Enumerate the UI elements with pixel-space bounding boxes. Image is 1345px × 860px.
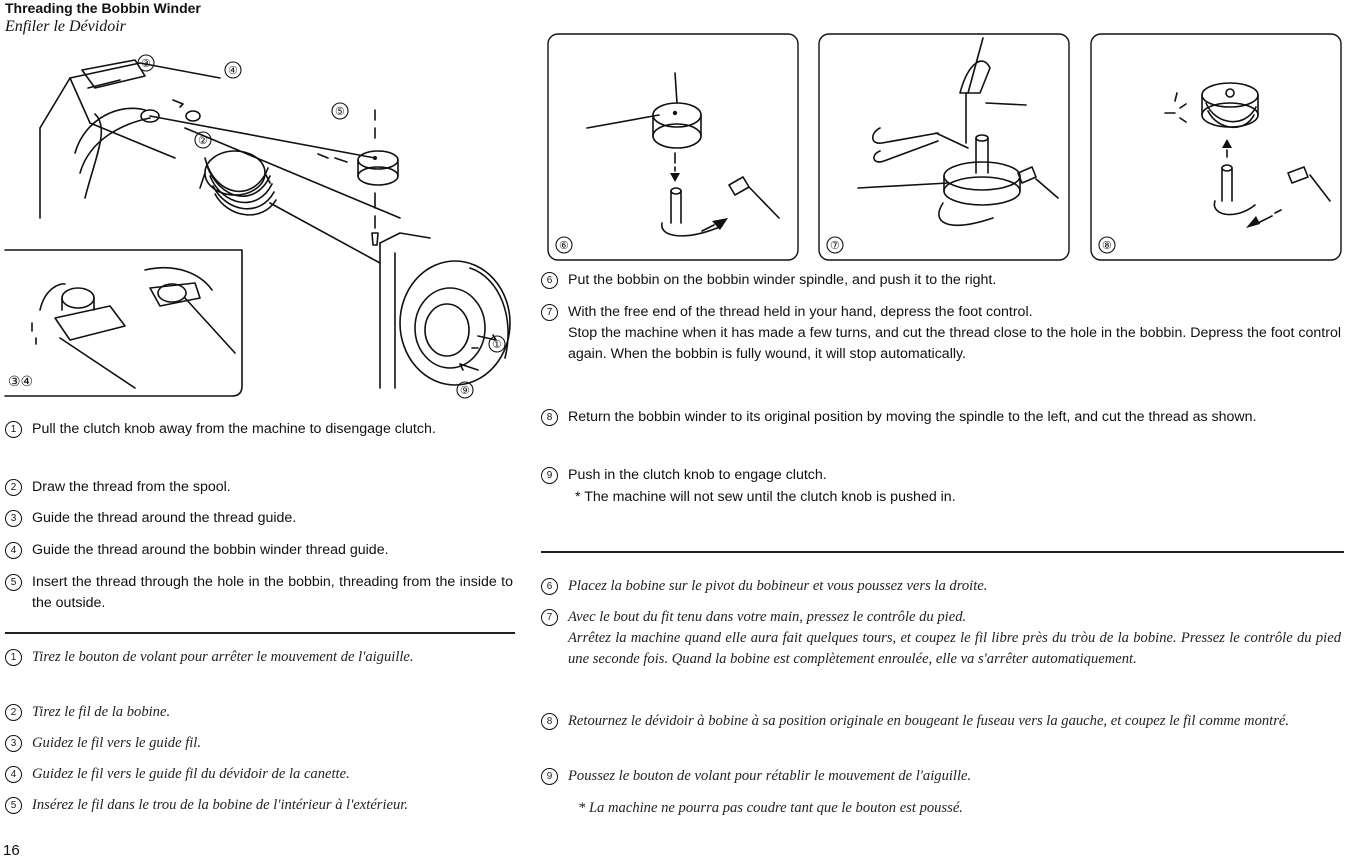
step-7-en xyxy=(541,302,1341,365)
callout-2: ② xyxy=(198,135,208,147)
step-number: 6 xyxy=(541,272,558,289)
step-number: 7 xyxy=(541,304,558,321)
divider-left xyxy=(5,632,515,634)
step-5-en xyxy=(5,572,513,614)
step-number: 8 xyxy=(541,713,558,730)
step-number: 8 xyxy=(541,409,558,426)
step-text: Tirez le bouton de volant pour arrêter le mouvement de l'aiguille. xyxy=(32,649,414,665)
step-9-fr xyxy=(541,766,1341,787)
step-4-fr xyxy=(5,764,513,785)
step-number: 9 xyxy=(541,467,558,484)
panel-callout-8: ⑧ xyxy=(1102,240,1112,252)
step-number: 1 xyxy=(5,649,22,666)
step-number: 3 xyxy=(5,510,22,527)
step-number: 2 xyxy=(5,704,22,721)
step-text-continued: Arrêtez la machine quand elle aura fait quelques tours, et coupez le fil libre près du tròu de la bobine. Pressez le contrôle du pied une seconde fois. Quand la bobine est complètement enroulée, elle va s'arrêter automatiquement. xyxy=(568,630,1341,667)
step-number: 6 xyxy=(541,578,558,595)
step-6-fr xyxy=(541,576,1341,597)
step-text: Retournez le dévidoir à bobine à sa position originale en bougeant le fuseau vers la gauche, et coupez le fil comme montré. xyxy=(568,713,1290,729)
step-text: Placez la bobine sur le pivot du bobineur et vous poussez vers la droite. xyxy=(568,578,988,594)
step-1-fr xyxy=(5,647,513,668)
page-title-french: Enfiler le Dévidoir xyxy=(5,18,126,35)
step-text: Draw the thread from the spool. xyxy=(32,479,231,495)
step-1-en xyxy=(5,419,513,440)
step-text: Avec le bout du fit tenu dans votre main, pressez le contrôle du pied. xyxy=(568,609,967,625)
step-4-en xyxy=(5,540,513,561)
note-fr: * La machine ne pourra pas coudre tant que le bouton est poussé. xyxy=(578,800,963,816)
step-text: Put the bobbin on the bobbin winder spindle, and push it to the right. xyxy=(568,272,997,288)
panel-callout-6: ⑥ xyxy=(559,240,569,252)
step-number: 5 xyxy=(5,797,22,814)
step-text: Guidez le fil vers le guide fil. xyxy=(32,735,202,751)
step-9-en xyxy=(541,465,1341,486)
step-7-fr xyxy=(541,607,1341,670)
step-number: 9 xyxy=(541,768,558,785)
step-number: 3 xyxy=(5,735,22,752)
step-text-continued: Stop the machine when it has made a few turns, and cut the thread close to the hole in the bobbin. Depress the foot control again. When the bobbin is fully wound, it will stop automatically. xyxy=(568,325,1341,362)
panel-callout-7: ⑦ xyxy=(830,240,840,252)
step-text: Push in the clutch knob to engage clutch. xyxy=(568,467,827,483)
note-en: * The machine will not sew until the clutch knob is pushed in. xyxy=(575,489,956,505)
step-text: Guide the thread around the bobbin winder thread guide. xyxy=(32,542,389,558)
step-text: Insert the thread through the hole in the bobbin, threading from the inside to the outside. xyxy=(32,574,513,611)
handwheel xyxy=(400,261,510,385)
inset-callout: ③④ xyxy=(8,373,34,389)
step-text: Guidez le fil vers le guide fil du dévidoir de la canette. xyxy=(32,766,350,782)
page-title: Threading the Bobbin Winder xyxy=(5,0,201,16)
illustration-step-8 xyxy=(1090,33,1342,261)
step-3-fr xyxy=(5,733,513,754)
callout-3: ③ xyxy=(141,58,151,70)
callout-5: ⑤ xyxy=(335,106,345,118)
step-text: Guide the thread around the thread guide. xyxy=(32,510,297,526)
callout-1: ① xyxy=(492,339,502,351)
bobbin xyxy=(358,110,398,245)
step-6-en xyxy=(541,270,1341,291)
callout-4: ④ xyxy=(228,65,238,77)
step-2-fr xyxy=(5,702,513,723)
step-number: 4 xyxy=(5,542,22,559)
illustration-step-6 xyxy=(547,33,799,261)
divider-right xyxy=(541,551,1344,553)
step-text: With the free end of the thread held in your hand, depress the foot control. xyxy=(568,304,1033,320)
step-number: 5 xyxy=(5,574,22,591)
step-number: 7 xyxy=(541,609,558,626)
step-2-en xyxy=(5,477,513,498)
illustration-step-7 xyxy=(818,33,1070,261)
step-text: Pull the clutch knob away from the machine to disengage clutch. xyxy=(32,421,436,437)
step-text: Poussez le bouton de volant pour rétablir le mouvement de l'aiguille. xyxy=(568,768,972,784)
page-number: 16 xyxy=(3,842,20,859)
callout-9: ⑨ xyxy=(460,385,470,397)
step-5-fr xyxy=(5,795,513,816)
bobbin-winder-thread-guide xyxy=(186,111,200,121)
step-8-en xyxy=(541,407,1341,428)
step-number: 4 xyxy=(5,766,22,783)
step-text: Tirez le fil de la bobine. xyxy=(32,704,171,720)
step-number: 1 xyxy=(5,421,22,438)
step-8-fr xyxy=(541,711,1341,732)
step-text: Return the bobbin winder to its original position by moving the spindle to the left, and cut the thread as shown. xyxy=(568,409,1257,425)
inset-detail xyxy=(5,250,242,396)
step-text: Insérez le fil dans le trou de la bobine de l'intérieur à l'extérieur. xyxy=(32,797,409,813)
main-illustration xyxy=(0,48,520,408)
step-3-en xyxy=(5,508,513,529)
step-number: 2 xyxy=(5,479,22,496)
